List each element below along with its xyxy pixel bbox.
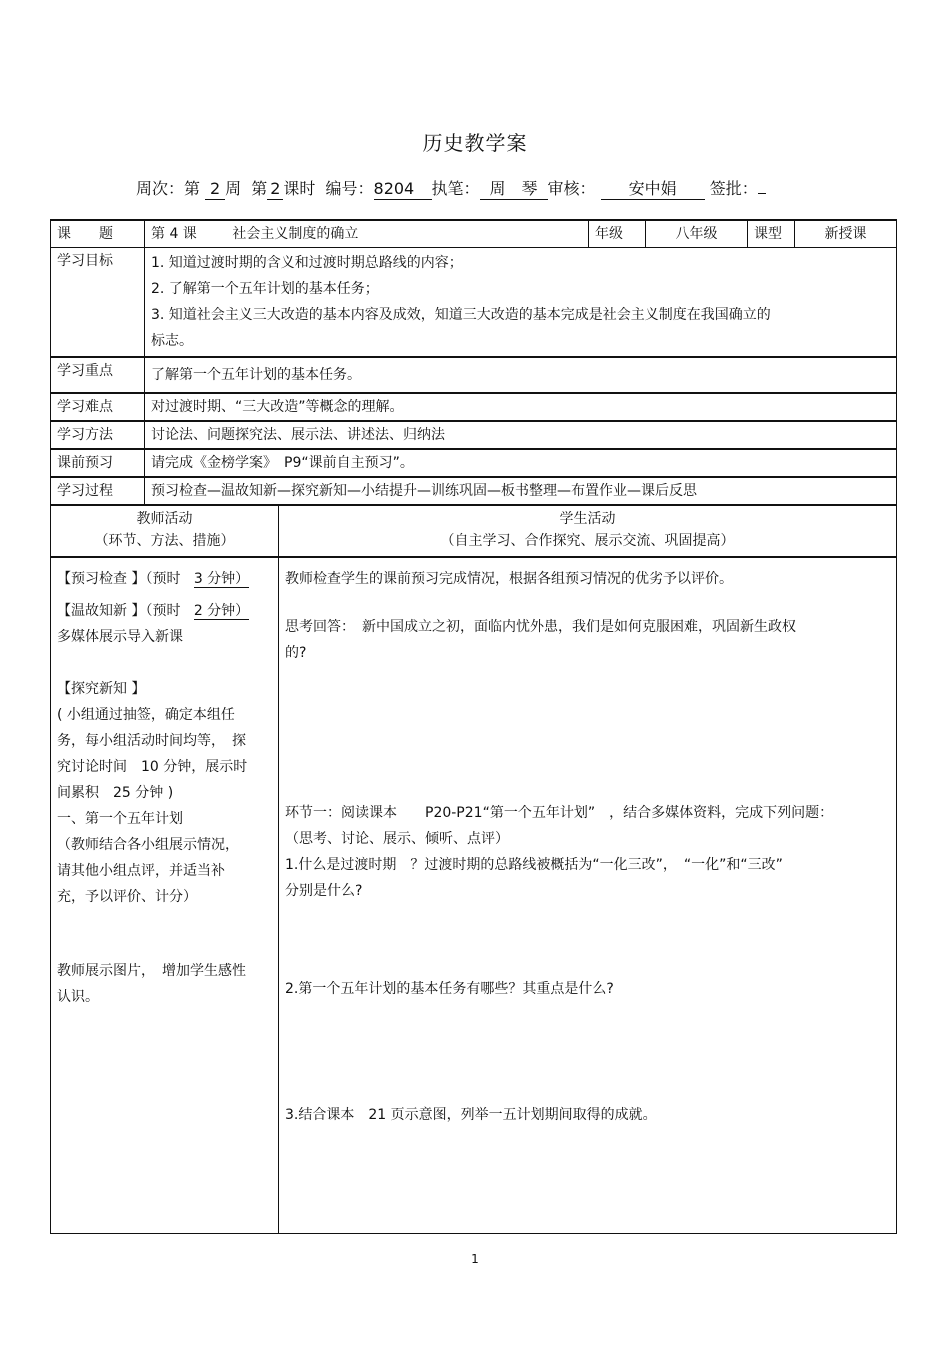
difficulty-label: 学习难点	[51, 393, 145, 421]
type-label: 课型	[748, 220, 795, 248]
method-label: 学习方法	[51, 421, 145, 449]
page-number: 1	[471, 1252, 479, 1266]
goals-label: 学习目标	[51, 248, 145, 358]
week-label: 周次：第	[136, 179, 201, 198]
think-question: 思考回答： 新中国成立之初，面临内忧外患，我们是如何克服困难，巩固新生政权	[285, 619, 796, 635]
code-label: 编号：	[325, 179, 374, 198]
type-value: 新授课	[795, 220, 897, 248]
section-desc: 请其他小组点评，并适当补	[57, 863, 225, 879]
explore-desc: 间累积 25 分钟 )	[57, 785, 174, 801]
difficulty-value: 对过渡时期、“三大改造”等概念的理解。	[145, 393, 897, 421]
review-desc: 多媒体展示导入新课	[57, 629, 183, 645]
section-desc: （教师结合各小组展示情况，	[57, 837, 239, 853]
preview-check-text: 【预习检查 】（预时	[57, 571, 181, 587]
document-title: 历史教学案	[422, 131, 528, 155]
teacher-activity-header	[51, 505, 279, 557]
preview-value: 请完成《金榜学案》 P9“课前自主预习”。	[145, 449, 897, 477]
link-one-instruction: 环节一：阅读课本 P20-P21“第一个五年计划” ，结合多媒体资料，完成下列问题：	[285, 805, 834, 821]
review-text: 【温故知新 】（预时	[57, 603, 181, 619]
question-two: 2.第一个五年计划的基本任务有哪些？其重点是什么?	[285, 981, 614, 997]
lesson-value: 2	[267, 179, 283, 200]
focus-label: 学习重点	[51, 357, 145, 393]
grade-label: 年级	[589, 220, 646, 248]
goal-item: 标志。	[151, 333, 193, 349]
lesson-unit: 课时	[283, 179, 316, 198]
explore-desc: ( 小组通过抽签，确定本组任	[57, 707, 235, 723]
focus-value: 了解第一个五年计划的基本任务。	[145, 357, 897, 393]
grade-value: 八年级	[646, 220, 748, 248]
question-three: 3.结合课本 21 页示意图，列举一五计划期间取得的成就。	[285, 1107, 657, 1123]
goal-item: 2. 了解第一个五年计划的基本任务；	[151, 281, 379, 297]
teacher-header-title: 教师活动	[136, 511, 193, 527]
link-one-sub: （思考、讨论、展示、倾听、点评）	[285, 831, 509, 847]
week-unit: 周	[225, 179, 242, 198]
student-header-sub: （自主学习、合作探究、展示交流、巩固提高）	[440, 533, 735, 549]
approve-label: 签批：	[709, 179, 758, 198]
topic-cell	[145, 220, 589, 248]
review-time: 2 分钟）	[193, 603, 250, 619]
review-line	[57, 598, 272, 624]
week-value: 2	[205, 179, 225, 200]
picture-desc: 教师展示图片， 增加学生感性	[57, 963, 246, 979]
process-value: 预习检查—温故知新—探究新知—小结提升—训练巩固—板书整理—布置作业—课后反思	[145, 477, 897, 505]
method-value: 讨论法、问题探究法、展示法、讲述法、归纳法	[145, 421, 897, 449]
topic-value: 社会主义制度的确立	[232, 226, 359, 242]
student-activity-cell	[279, 557, 897, 1233]
explore-desc: 究讨论时间 10 分钟，展示时	[57, 759, 248, 775]
student-header-title: 学生活动	[559, 511, 616, 527]
preview-label: 课前预习	[51, 449, 145, 477]
lesson-label: 第	[251, 179, 268, 198]
lesson-plan-table	[50, 219, 897, 1234]
explore-heading: 【探究新知 】	[57, 681, 146, 697]
topic-label: 课 题	[51, 220, 145, 248]
topic-lesson: 第 4 课	[151, 226, 197, 242]
header-meta	[136, 176, 766, 200]
section-desc: 充，予以评价、计分）	[57, 889, 197, 905]
picture-desc: 认识。	[57, 989, 99, 1005]
explore-desc: 务，每小组活动时间均等， 探	[57, 733, 246, 749]
author-label: 执笔：	[431, 179, 480, 198]
preview-check-desc: 教师检查学生的课前预习完成情况，根据各组预习情况的优劣予以评价。	[285, 571, 733, 587]
goal-item: 1. 知道过渡时期的含义和过渡时期总路线的内容；	[151, 255, 463, 271]
question-one: 1.什么是过渡时期 ？过渡时期的总路线被概括为“一化三改”， “一化”和“三改”	[285, 857, 783, 873]
think-question-cont: 的?	[285, 645, 307, 661]
reviewer-value: 安中娟	[601, 179, 705, 200]
preview-check-line	[57, 566, 272, 592]
process-label: 学习过程	[51, 477, 145, 505]
section-heading: 一、第一个五年计划	[57, 811, 183, 827]
approve-value	[758, 193, 766, 194]
question-one-cont: 分别是什么?	[285, 883, 363, 899]
author-value: 周 琴	[480, 179, 548, 200]
goals-cell	[145, 248, 897, 358]
student-activity-header	[279, 505, 897, 557]
goal-item: 3. 知道社会主义三大改造的基本内容及成效，知道三大改造的基本完成是社会主义制度在我国确立的	[151, 307, 771, 323]
reviewer-label: 审核：	[547, 179, 596, 198]
preview-check-time: 3 分钟）	[193, 571, 250, 587]
code-value: 8204	[374, 179, 432, 200]
teacher-header-sub: （环节、方法、措施）	[94, 533, 235, 549]
teacher-activity-cell	[51, 557, 279, 1233]
